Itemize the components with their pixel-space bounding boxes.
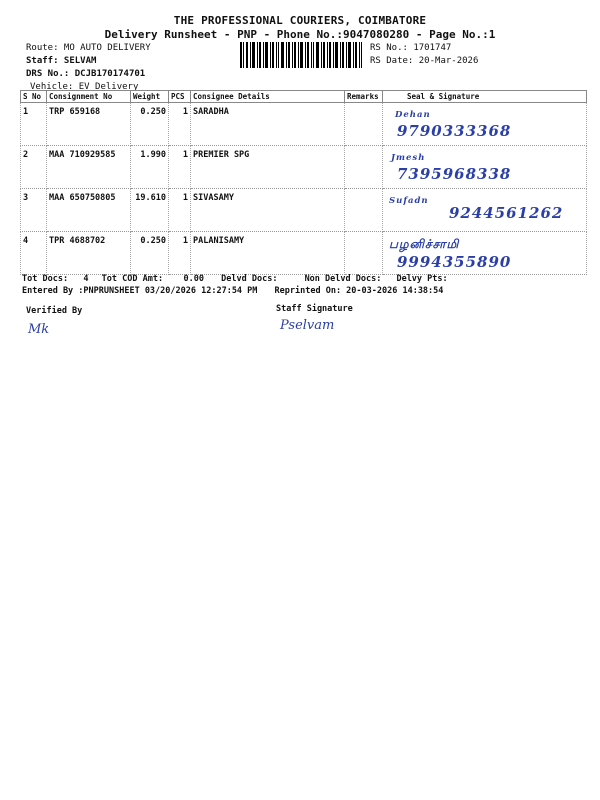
verified-by-label: Verified By — [26, 306, 83, 316]
cell-signature — [383, 146, 587, 189]
signature-name: Jmesh — [391, 153, 426, 163]
cell-remarks — [345, 146, 383, 189]
reprinted-on: Reprinted On: 20-03-2026 14:38:54 — [274, 286, 444, 296]
cell-consignee: SARADHA — [191, 103, 345, 146]
cell-consignee: PALANISAMY — [191, 232, 345, 275]
signature-name: Sufadn — [389, 196, 429, 206]
signature-name: Dehan — [395, 110, 431, 120]
tot-cod: Tot COD Amt: 0.00 — [101, 274, 205, 284]
header-consignment: Consignment No — [47, 91, 131, 103]
cell-consignment: TRP 659168 — [47, 103, 131, 146]
staff-signature: Pselvam — [280, 318, 335, 333]
cell-remarks — [345, 189, 383, 232]
totals-row — [22, 274, 582, 284]
signature-name: பழனிச்சாமி — [389, 237, 460, 251]
header-signature: Seal & Signature — [383, 91, 587, 103]
vehicle-text: Vehicle: EV Delivery — [30, 82, 139, 92]
table-row — [21, 232, 587, 275]
cell-consignment: MAA 650750805 — [47, 189, 131, 232]
rs-date-text: RS Date: 20-Mar-2026 — [370, 56, 479, 66]
cell-consignee: SIVASAMY — [191, 189, 345, 232]
cell-consignment: TPR 4688702 — [47, 232, 131, 275]
signature-phone: 9790333368 — [397, 122, 512, 140]
delvd-docs: Delvd Docs: — [221, 274, 278, 284]
header-sno: S No — [21, 91, 47, 103]
cell-sno: 3 — [21, 189, 47, 232]
entered-row — [22, 286, 582, 296]
runsheet-subtitle: Delivery Runsheet - PNP - Phone No.:9047080280 - Page No.:1 — [104, 28, 496, 41]
cell-remarks — [345, 232, 383, 275]
route-text: Route: MO AUTO DELIVERY — [26, 43, 151, 53]
meta-right — [370, 42, 478, 68]
delvy-pts: Delvy Pts: — [396, 274, 448, 284]
cell-sno: 1 — [21, 103, 47, 146]
staff-text: Staff: SELVAM — [26, 56, 97, 66]
header-weight: Weight — [131, 91, 169, 103]
non-delvd-docs: Non Delvd Docs: — [304, 274, 382, 284]
cell-signature — [383, 103, 587, 146]
table-row — [21, 103, 587, 146]
table-row — [21, 189, 587, 232]
header-pcs: PCS — [169, 91, 191, 103]
cell-pcs: 1 — [169, 146, 191, 189]
runsheet-table — [20, 90, 587, 275]
signature-phone: 7395968338 — [397, 165, 512, 183]
cell-sno: 4 — [21, 232, 47, 275]
cell-pcs: 1 — [169, 189, 191, 232]
cell-weight: 19.610 — [131, 189, 169, 232]
company-title: THE PROFESSIONAL COURIERS, COIMBATORE — [173, 14, 427, 27]
cell-consignee: PREMIER SPG — [191, 146, 345, 189]
signature-phone: 9994355890 — [397, 253, 512, 271]
cell-consignment: MAA 710929585 — [47, 146, 131, 189]
cell-pcs: 1 — [169, 103, 191, 146]
rs-no-text: RS No.: 1701747 — [370, 43, 452, 53]
header-remarks: Remarks — [345, 91, 383, 103]
cell-weight: 0.250 — [131, 103, 169, 146]
meta-left — [26, 42, 151, 94]
cell-weight: 0.250 — [131, 232, 169, 275]
staff-signature-label: Staff Signature — [276, 304, 353, 314]
cell-sno: 2 — [21, 146, 47, 189]
cell-weight: 1.990 — [131, 146, 169, 189]
cell-signature — [383, 189, 587, 232]
tot-docs: Tot Docs: 4 — [22, 274, 89, 284]
table-header-row — [21, 91, 587, 103]
table-row — [21, 146, 587, 189]
verified-signature: Mk — [28, 322, 50, 337]
signature-phone: 9244561262 — [449, 204, 564, 222]
cell-signature — [383, 232, 587, 275]
cell-remarks — [345, 103, 383, 146]
drs-text: DRS No.: DCJB170174701 — [26, 69, 146, 79]
cell-pcs: 1 — [169, 232, 191, 275]
entered-by: Entered By :PNPRUNSHEET 03/20/2026 12:27:54 PM — [22, 286, 258, 296]
header-consignee: Consignee Details — [191, 91, 345, 103]
barcode-icon — [240, 42, 362, 68]
